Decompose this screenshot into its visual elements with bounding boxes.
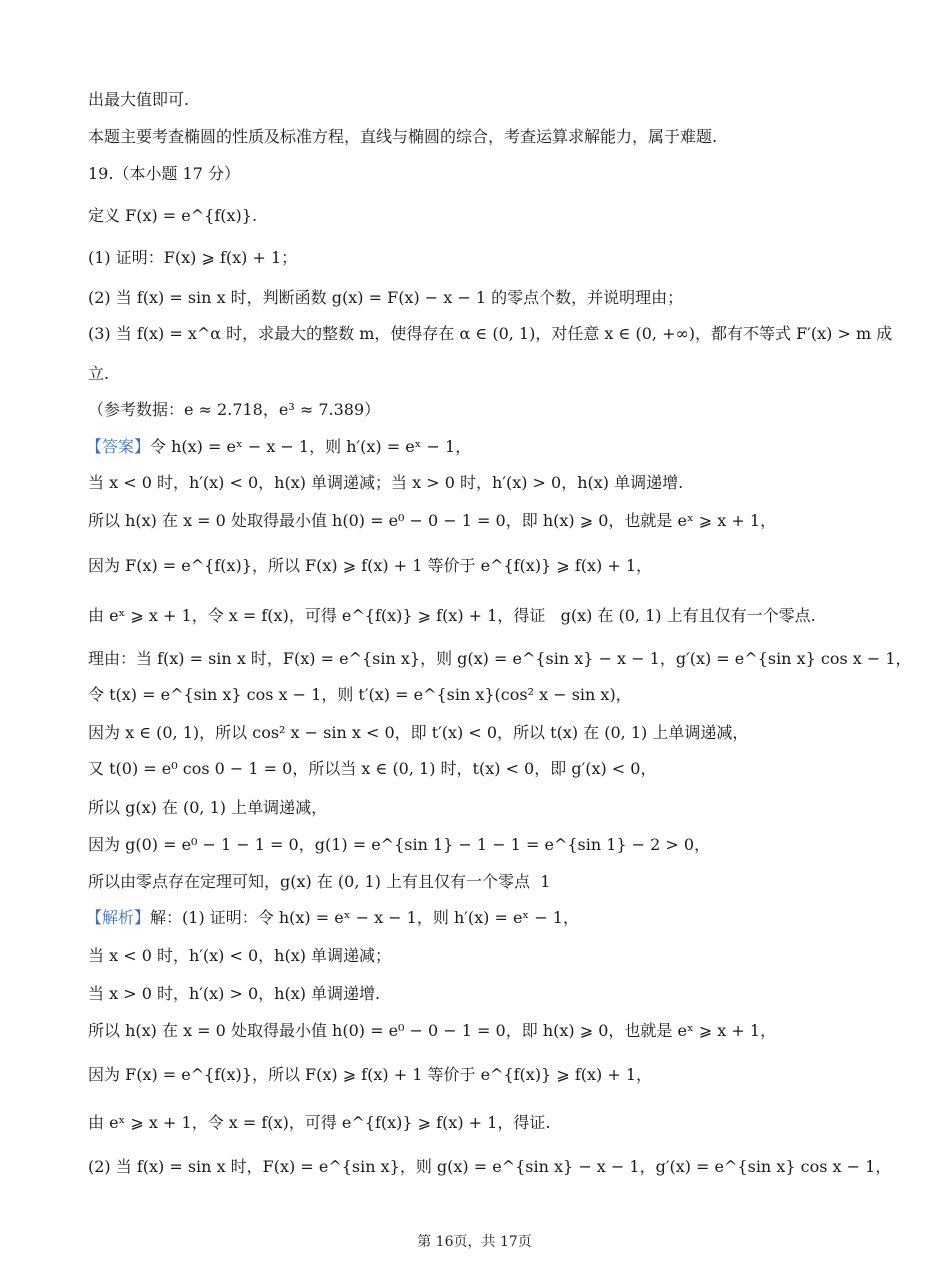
- text-line: 因为 x ∈ (0, 1)，所以 cos² x − sin x < 0，即 t′(x) < 0，所以 t(x) 在 (0, 1) 上单调递减，: [88, 723, 749, 742]
- page-number-footer: 第 16页，共 17页: [417, 1234, 532, 1250]
- question-part-1: (1) 证明：F(x) ⩾ f(x) + 1；: [88, 248, 298, 267]
- text-line: 由 eˣ ⩾ x + 1，令 x = f(x)，可得 e^{f(x)} ⩾ f(x) + 1，得证.: [88, 1113, 551, 1132]
- text-line: 当 x < 0 时，h′(x) < 0，h(x) 单调递减；: [88, 946, 392, 965]
- text-line: 本题主要考查椭圆的性质及标准方程，直线与椭圆的综合，考查运算求解能力，属于难题.: [88, 127, 718, 146]
- question-part-2: (2) 当 f(x) = sin x 时，判断函数 g(x) = F(x) − x − 1 的零点个数，并说明理由；: [88, 288, 684, 307]
- text-line: 所以 g(x) 在 (0, 1) 上单调递减，: [88, 798, 328, 817]
- text-line: 所以由零点存在定理可知，g(x) 在 (0, 1) 上有且仅有一个零点 1: [88, 872, 551, 891]
- text-line: 当 x < 0 时，h′(x) < 0，h(x) 单调递减；当 x > 0 时，h′(x) > 0，h(x) 单调递增.: [88, 473, 684, 492]
- text-line: 理由：当 f(x) = sin x 时，F(x) = e^{sin x}，则 g(x) = e^{sin x} − x − 1，g′(x) = e^{sin x} cos x − 1，: [88, 649, 912, 668]
- text-line: 因为 F(x) = e^{f(x)}，所以 F(x) ⩾ f(x) + 1 等价于 e^{f(x)} ⩾ f(x) + 1，: [88, 1065, 653, 1084]
- text-line: (2) 当 f(x) = sin x 时，F(x) = e^{sin x}，则 g(x) = e^{sin x} − x − 1，g′(x) = e^{sin x} cos x − 1，: [88, 1157, 892, 1176]
- question-heading: 19.（本小题 17 分）: [88, 164, 240, 183]
- reference-data: （参考数据：e ≈ 2.718，e³ ≈ 7.389）: [88, 400, 381, 419]
- text-line: 立.: [88, 364, 110, 383]
- text-line: 因为 g(0) = e⁰ − 1 − 1 = 0，g(1) = e^{sin 1} − 1 − 1 = e^{sin 1} − 2 > 0，: [88, 835, 711, 854]
- analysis-tag: 【解析】: [86, 908, 151, 927]
- text-line: 又 t(0) = e⁰ cos 0 − 1 = 0，所以当 x ∈ (0, 1) 时，t(x) < 0，即 g′(x) < 0，: [88, 759, 657, 778]
- answer-line: 【答案】令 h(x) = eˣ − x − 1，则 h′(x) = eˣ − 1，: [86, 437, 472, 456]
- question-part-3: (3) 当 f(x) = x^α 时，求最大的整数 m，使得存在 α ∈ (0, 1)，对任意 x ∈ (0, +∞)，都有不等式 F′(x) > m 成: [88, 324, 893, 343]
- answer-tag: 【答案】: [86, 437, 151, 456]
- text-line: 因为 F(x) = e^{f(x)}，所以 F(x) ⩾ f(x) + 1 等价于 e^{f(x)} ⩾ f(x) + 1，: [88, 556, 653, 575]
- text-line: 定义 F(x) = e^{f(x)}.: [88, 206, 258, 225]
- text-line: 所以 h(x) 在 x = 0 处取得最小值 h(0) = e⁰ − 0 − 1 = 0，即 h(x) ⩾ 0，也就是 eˣ ⩾ x + 1，: [88, 511, 777, 530]
- analysis-line: 【解析】解：(1) 证明：令 h(x) = eˣ − x − 1，则 h′(x) = eˣ − 1，: [86, 908, 579, 927]
- text-line: 所以 h(x) 在 x = 0 处取得最小值 h(0) = e⁰ − 0 − 1 = 0，即 h(x) ⩾ 0，也就是 eˣ ⩾ x + 1，: [88, 1021, 777, 1040]
- text-line: 由 eˣ ⩾ x + 1，令 x = f(x)，可得 e^{f(x)} ⩾ f(x) + 1，得证 g(x) 在 (0, 1) 上有且仅有一个零点.: [88, 606, 816, 625]
- text-line: 令 t(x) = e^{sin x} cos x − 1，则 t′(x) = e^{sin x}(cos² x − sin x)，: [88, 685, 632, 704]
- text-line: 当 x > 0 时，h′(x) > 0，h(x) 单调递增.: [88, 984, 381, 1003]
- text-line: 出最大值即可.: [88, 90, 190, 109]
